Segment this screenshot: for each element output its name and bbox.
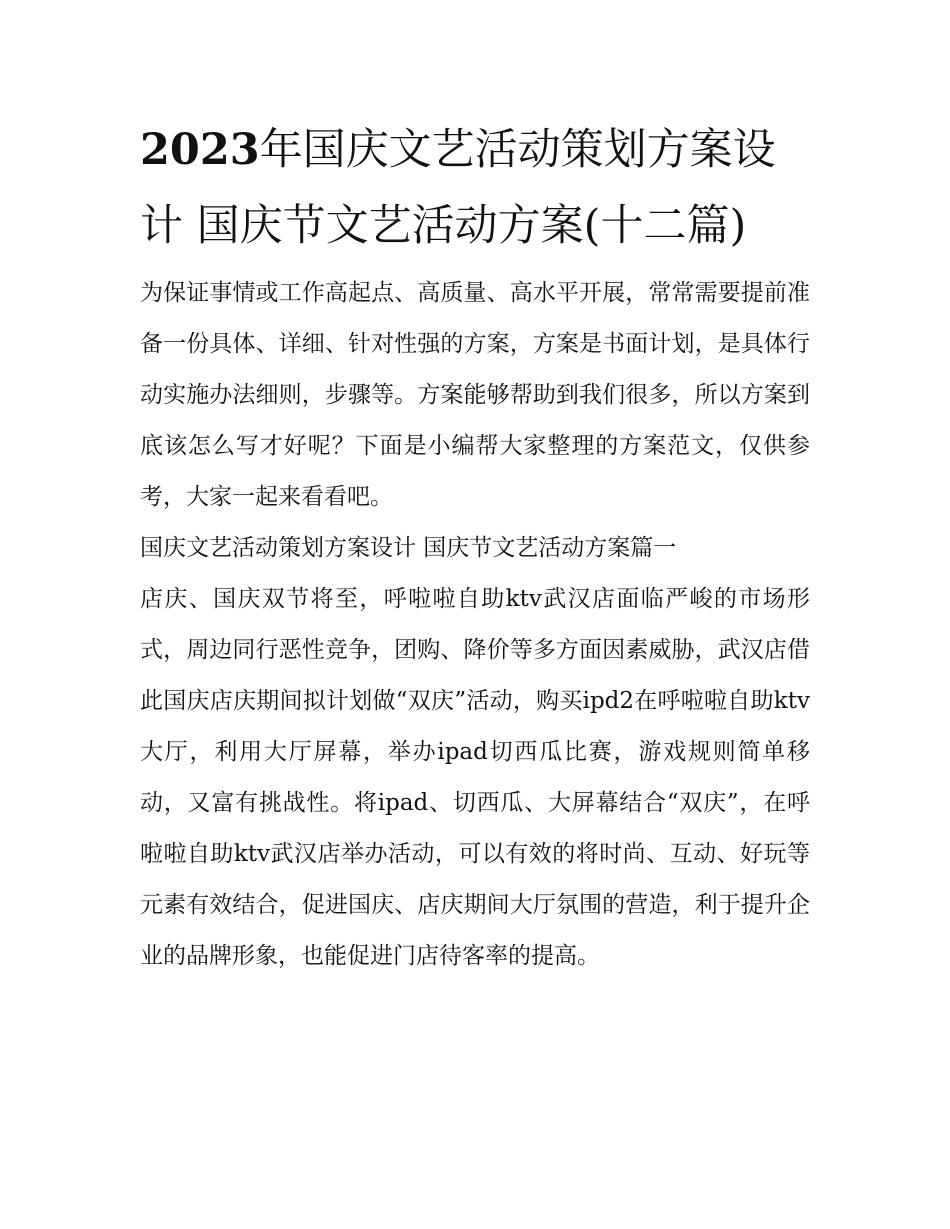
section-paragraph: 店庆、国庆双节将至，呼啦啦自助ktv武汉店面临严峻的市场形式，周边同行恶性竞争，团购、降价等多方面因素威胁，武汉店借此国庆店庆期间拟计划做“双庆”活动，购买ipd2在呼啦啦自助ktv大厅，利用大厅屏幕，举办ipad切西瓜比赛，游戏规则简单移动，又富有挑战性。将ipad、切西瓜、大屏幕结合“双庆”，在呼啦啦自助ktv武汉店举办活动，可以有效的将时尚、互动、好玩等元素有效结合，促进国庆、店庆期间大厅氛围的营造，利于提升企业的品牌形象，也能促进门店待客率的提高。 <box>140 586 810 969</box>
title-year: 2023 <box>140 125 260 175</box>
title-text: 年国庆文艺活动策划方案设计 国庆节文艺活动方案(十二篇) <box>140 125 776 251</box>
document-title <box>140 112 810 264</box>
intro-paragraph: 为保证事情或工作高起点、高质量、高水平开展，常常需要提前准备一份具体、详细、针对性强的方案，方案是书面计划，是具体行动实施办法细则，步骤等。方案能够帮助到我们很多，所以方案到底该怎么写才好呢？下面是小编帮大家整理的方案范文，仅供参考，大家一起来看看吧。 <box>140 280 810 510</box>
section-heading: 国庆文艺活动策划方案设计 国庆节文艺活动方案篇一 <box>140 535 677 561</box>
document-content <box>140 112 810 982</box>
